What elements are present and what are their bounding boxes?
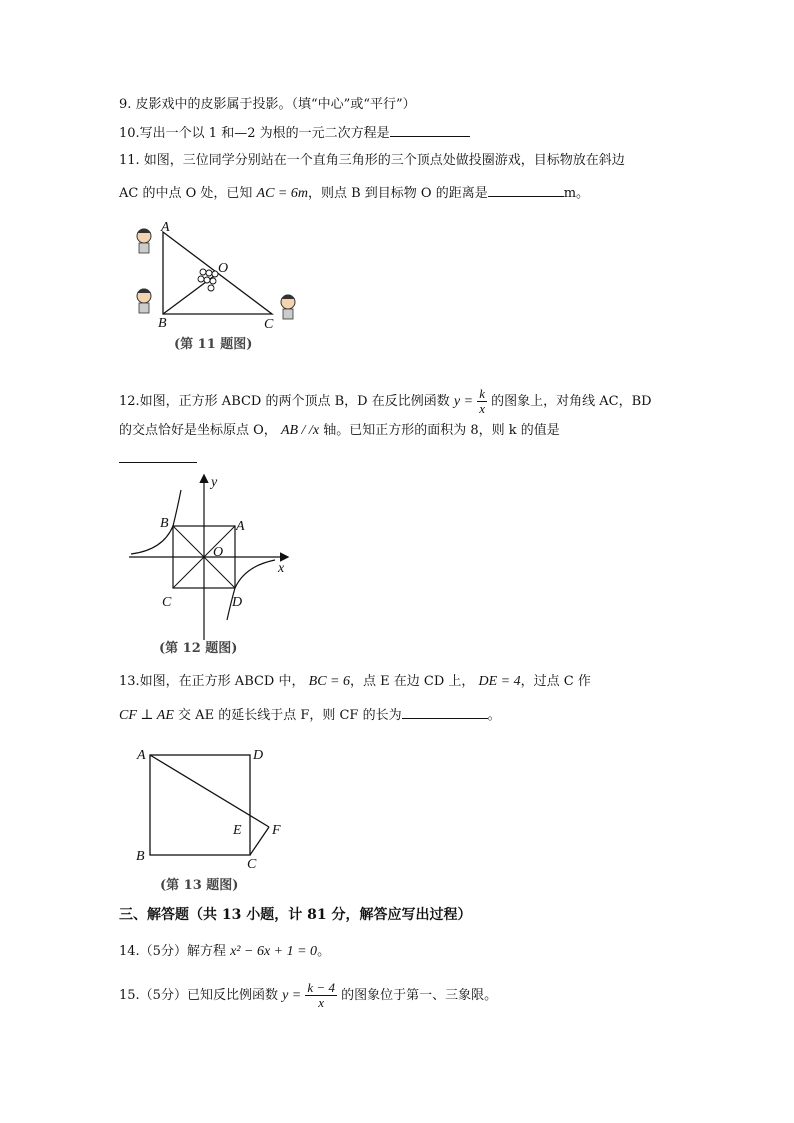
- label-c: C: [264, 317, 274, 332]
- question-10: [119, 122, 470, 144]
- student-icon: [137, 229, 151, 254]
- segment-af: [150, 755, 269, 827]
- question-13-text: 。: [487, 708, 501, 723]
- question-12-line-2: [119, 421, 560, 441]
- question-13-line-1: [119, 672, 591, 692]
- question-9: [119, 95, 416, 115]
- math-expression: y =: [453, 394, 474, 409]
- question-13-text: 13.如图，在正方形 ABCD 中，: [119, 674, 305, 689]
- figure-13: [128, 740, 298, 900]
- question-11-line-1: [119, 151, 625, 171]
- answer-blank[interactable]: [119, 448, 197, 463]
- fraction: [305, 981, 337, 1010]
- fraction-denominator: x: [318, 995, 325, 1010]
- question-10-text: 10.写出一个以 1 和—2 为根的一元二次方程是: [119, 126, 390, 141]
- unit-text: m。: [563, 186, 590, 201]
- question-12-line-1: [119, 385, 652, 419]
- label-a: A: [137, 748, 146, 763]
- math-expression: y =: [282, 988, 302, 1003]
- target-object-icon: [198, 269, 218, 291]
- math-expression: DE = 4: [478, 674, 521, 689]
- square-abcd: [150, 755, 250, 855]
- fraction: [477, 387, 487, 416]
- label-f: F: [272, 823, 281, 838]
- question-12-answer: [119, 448, 197, 470]
- hyperbola-branch: [227, 560, 275, 620]
- label-y: y: [211, 475, 218, 490]
- question-11-text: AC 的中点 O 处，已知: [119, 186, 253, 201]
- answer-blank[interactable]: [402, 704, 488, 719]
- question-12-text: 12.如图，正方形 ABCD 的两个顶点 B，D 在反比例函数: [119, 394, 450, 409]
- question-13-text: ，点 E 在边 CD 上，: [349, 674, 475, 689]
- section-heading: 三、解答题（共 13 小题，计 81 分，解答应写出过程）: [119, 907, 472, 923]
- label-d: D: [253, 748, 264, 763]
- question-12-text: 轴。已知正方形的面积为 8，则 k 的值是: [323, 423, 560, 438]
- label-c: C: [162, 595, 172, 610]
- label-d: D: [232, 595, 243, 610]
- label-c: C: [247, 857, 257, 872]
- student-icon: [137, 289, 151, 314]
- question-12-text: 的图象上，对角线 AC，BD: [491, 394, 652, 409]
- question-15-text: 15.（5分）已知反比例函数: [119, 988, 278, 1003]
- answer-blank[interactable]: [390, 122, 470, 137]
- figure-11: [130, 218, 310, 358]
- answer-blank[interactable]: [488, 182, 564, 197]
- label-e: E: [233, 823, 242, 838]
- fraction-numerator: k − 4: [307, 980, 335, 995]
- question-15: [119, 976, 497, 1016]
- label-a: A: [236, 519, 245, 534]
- question-12-text: 的交点恰好是坐标原点 O，: [119, 423, 277, 438]
- math-expression: x² − 6x + 1 = 0: [230, 944, 318, 959]
- fraction-numerator: k: [479, 386, 485, 401]
- question-13-text: 交 AE 的延长线于点 F，则 CF 的长为: [178, 708, 402, 723]
- math-expression: CF ⊥ AE: [119, 708, 174, 723]
- label-x: x: [278, 561, 285, 576]
- label-b: B: [158, 316, 167, 331]
- student-icon: [281, 295, 295, 320]
- question-11-text: 11. 如图，三位同学分别站在一个直角三角形的三个顶点处做投圈游戏，目标物放在斜边: [119, 153, 625, 168]
- question-13-text: ，过点 C 作: [520, 674, 591, 689]
- label-o: O: [213, 545, 224, 560]
- fraction-denominator: x: [479, 401, 485, 416]
- question-14-text: 。: [317, 944, 331, 959]
- label-o: O: [218, 261, 229, 276]
- figure-12: [125, 470, 295, 660]
- label-b: B: [160, 516, 169, 531]
- figure-caption: (第 12 题图): [159, 641, 238, 656]
- math-expression: BC = 6: [308, 674, 350, 689]
- label-b: B: [136, 849, 145, 864]
- question-14-text: 14.（5分）解方程: [119, 944, 226, 959]
- question-13-line-2: [119, 704, 501, 726]
- math-expression: AC = 6m: [256, 186, 308, 201]
- question-9-text: 9. 皮影戏中的皮影属于投影。（填“中心”或“平行”）: [119, 97, 416, 112]
- question-14: [119, 942, 330, 962]
- figure-caption: (第 13 题图): [160, 878, 239, 893]
- figure-caption: (第 11 题图): [174, 337, 253, 352]
- segment-cf: [250, 827, 269, 855]
- math-expression: AB / /x: [280, 423, 320, 438]
- question-11-line-2: [119, 182, 589, 204]
- label-a: A: [161, 220, 170, 235]
- question-11-text: ，则点 B 到目标物 O 的距离是: [307, 186, 488, 201]
- question-15-text: 的图象位于第一、三象限。: [341, 988, 498, 1003]
